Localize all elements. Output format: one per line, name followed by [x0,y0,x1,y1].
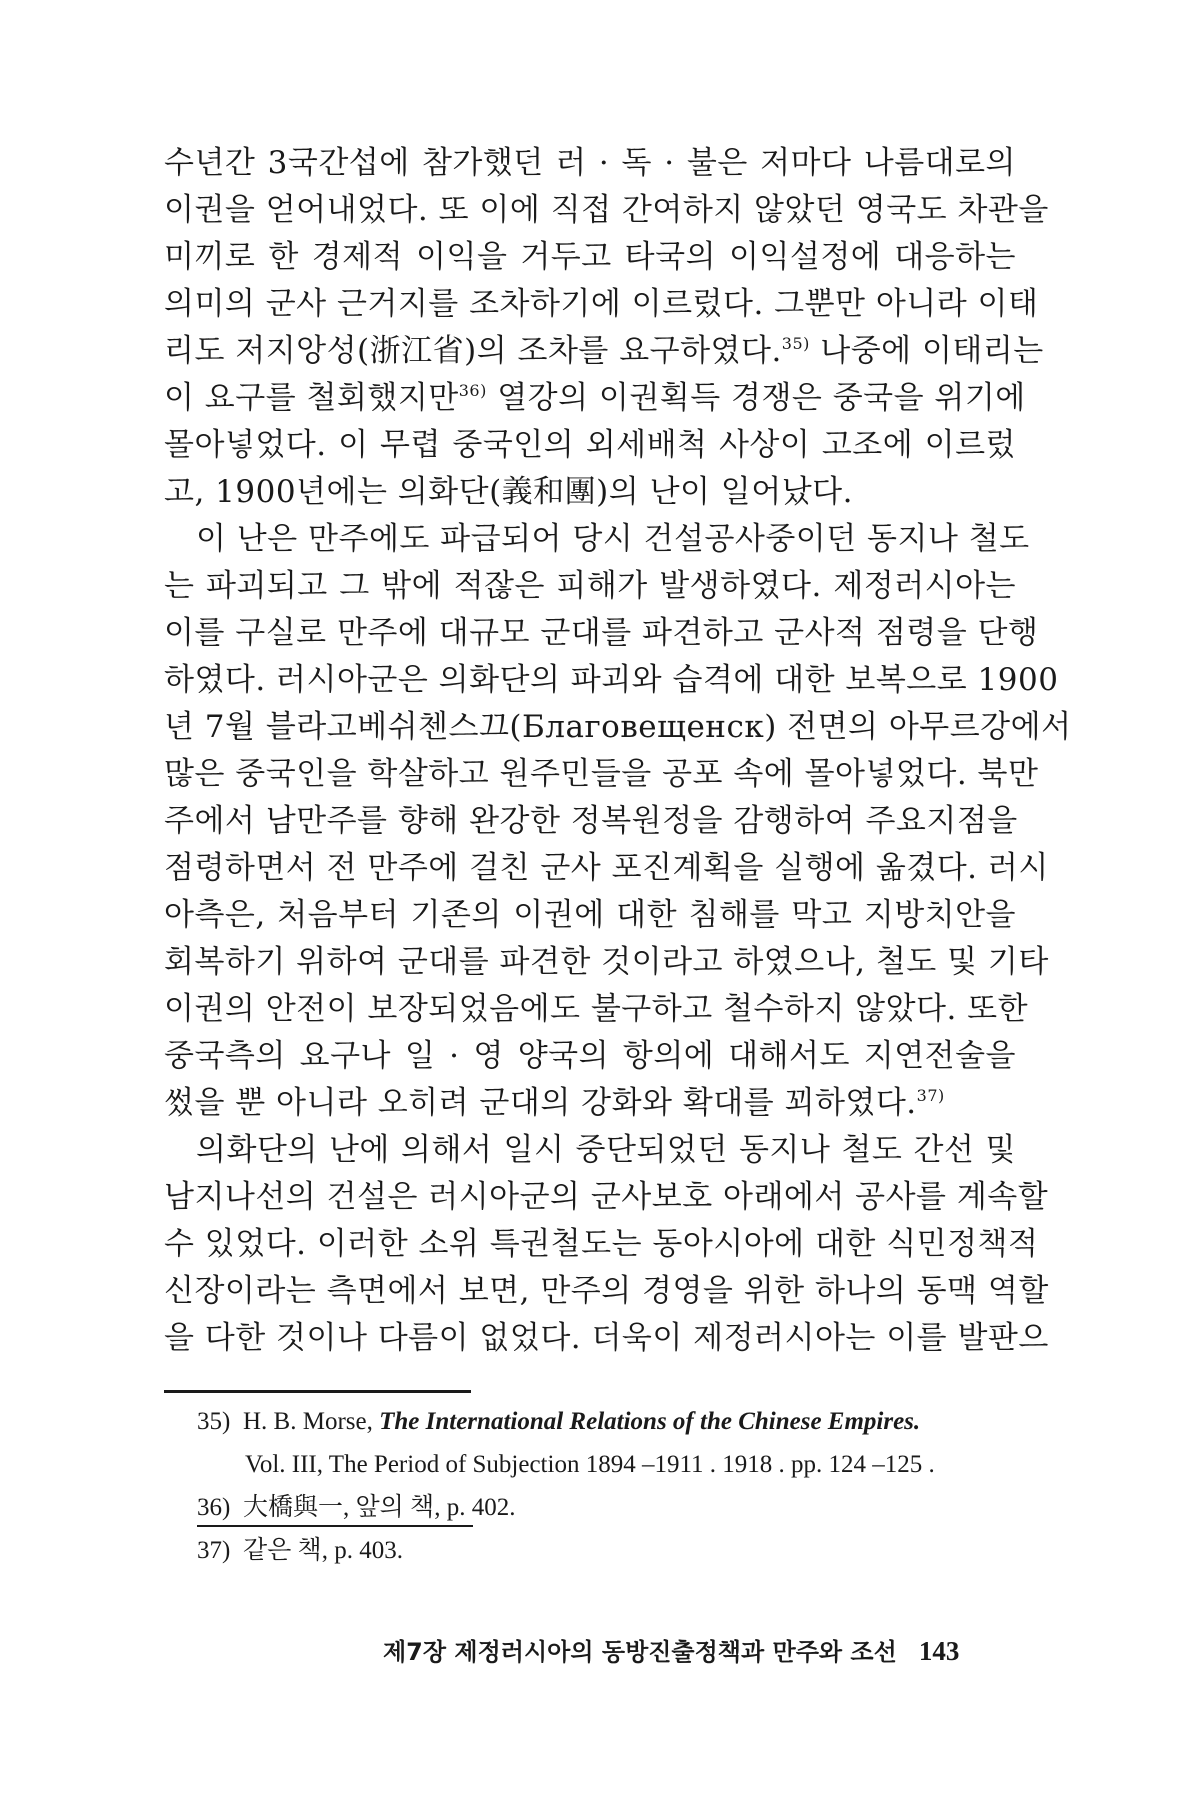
chapter-title: 제7장 제정러시아의 동방진출정책과 만주와 조선 [383,1638,897,1666]
text-line: 는 파괴되고 그 밖에 적잖은 피해가 발생하였다. 제정러시아는 [164,568,1016,604]
footnote-ref[interactable]: 35) [781,334,810,353]
text-line: 수 있었다. 이러한 소위 특권철도는 동아시아에 대한 식민정책적 [164,1226,1039,1262]
text-segment: 나중에 이태리는 [809,333,1044,369]
text-line: 이를 구실로 만주에 대규모 군대를 파견하고 군사적 점령을 단행 [164,615,1039,651]
footnote-text: 大橋與一, 앞의 책, p. 402. [243,1494,516,1521]
text-line: 회복하기 위하여 군대를 파견한 것이라고 하였으나, 철도 및 기타 [164,944,1049,980]
text-segment: 리도 저지앙성(浙江省)의 조차를 요구하였다. [164,333,782,369]
footnote-35 [197,1400,1037,1443]
text-line: 수년간 3국간섭에 참가했던 러 · 독 · 불은 저마다 나름대로의 [164,145,1016,181]
text-line: 년 7월 블라고베쉬첸스끄(Благовещенск) 전면의 아무르강에서 [164,709,1072,745]
text-line [164,328,1044,375]
text-line: 의화단의 난에 의해서 일시 중단되었던 동지나 철도 간선 및 [196,1132,1016,1168]
footnote-36 [197,1486,1037,1529]
text-line: 의미의 군사 근거지를 조차하기에 이르렀다. 그뿐만 아니라 이태 [164,286,1039,322]
text-line: 점령하면서 전 만주에 걸친 군사 포진계획을 실행에 옮겼다. 러시 [164,850,1049,886]
body-text [164,140,1072,1362]
text-line: 을 다한 것이나 다름이 없었다. 더욱이 제정러시아는 이를 발판으 [164,1320,1049,1356]
text-line: 이권을 얻어내었다. 또 이에 직접 간여하지 않았던 영국도 차관을 [164,192,1049,228]
text-line [164,1080,1016,1127]
footnote-text: 같은 책, p. 403. [243,1537,403,1564]
text-line: 이 난은 만주에도 파급되어 당시 건설공사중이던 동지나 철도 [196,521,1030,557]
footnote-ref[interactable]: 36) [458,381,487,400]
text-line: 주에서 남만주를 향해 완강한 정복원정을 감행하여 주요지점을 [164,803,1018,839]
footnote-ref[interactable]: 37) [916,1086,945,1105]
footnote-number: 35) [197,1408,231,1435]
text-line: 신장이라는 측면에서 보면, 만주의 경영을 위한 하나의 동맥 역할 [164,1273,1049,1309]
footnote-37 [197,1529,1037,1572]
text-line: 아측은, 처음부터 기존의 이권에 대한 침해를 막고 지방치안을 [164,897,1016,933]
footnote-35-continued: Vol. III, The Period of Subjection 1894 –1911 . 1918 . pp. 124 –125 . [245,1451,935,1478]
text-segment: 썼을 뿐 아니라 오히려 군대의 강화와 확대를 꾀하였다. [164,1085,917,1121]
footnote-title: The International Relations of the Chinese Empires. [379,1408,921,1435]
footnote-text: H. B. Morse, [243,1408,380,1435]
footnotes [197,1400,1037,1572]
text-line: 몰아넣었다. 이 무렵 중국인의 외세배척 사상이 고조에 이르렀 [164,427,1016,463]
text-line: 이권의 안전이 보장되었음에도 불구하고 철수하지 않았다. 또한 [164,991,1029,1027]
page-number: 143 [918,1636,960,1666]
footnote-separator [164,1390,471,1393]
text-line: 하였다. 러시아군은 의화단의 파괴와 습격에 대한 보복으로 1900 [164,662,1059,698]
footnote-number: 36) [197,1494,231,1521]
text-line [164,375,1026,422]
text-line: 미끼로 한 경제적 이익을 거두고 타국의 이익설정에 대응하는 [164,239,1016,275]
text-line: 남지나선의 건설은 러시아군의 군사보호 아래에서 공사를 계속할 [164,1179,1049,1215]
text-segment: 열강의 이권획득 경쟁은 중국을 위기에 [486,380,1026,416]
text-line: 고, 1900년에는 의화단(義和團)의 난이 일어났다. [164,474,853,510]
text-line: 중국측의 요구나 일 · 영 양국의 항의에 대해서도 지연전술을 [164,1038,1016,1074]
text-segment: 이 요구를 철회했지만 [164,380,459,416]
text-line: 많은 중국인을 학살하고 원주민들을 공포 속에 몰아넣었다. 북만 [164,756,1039,792]
running-footer [383,1632,1003,1667]
footnote-number: 37) [197,1537,231,1564]
